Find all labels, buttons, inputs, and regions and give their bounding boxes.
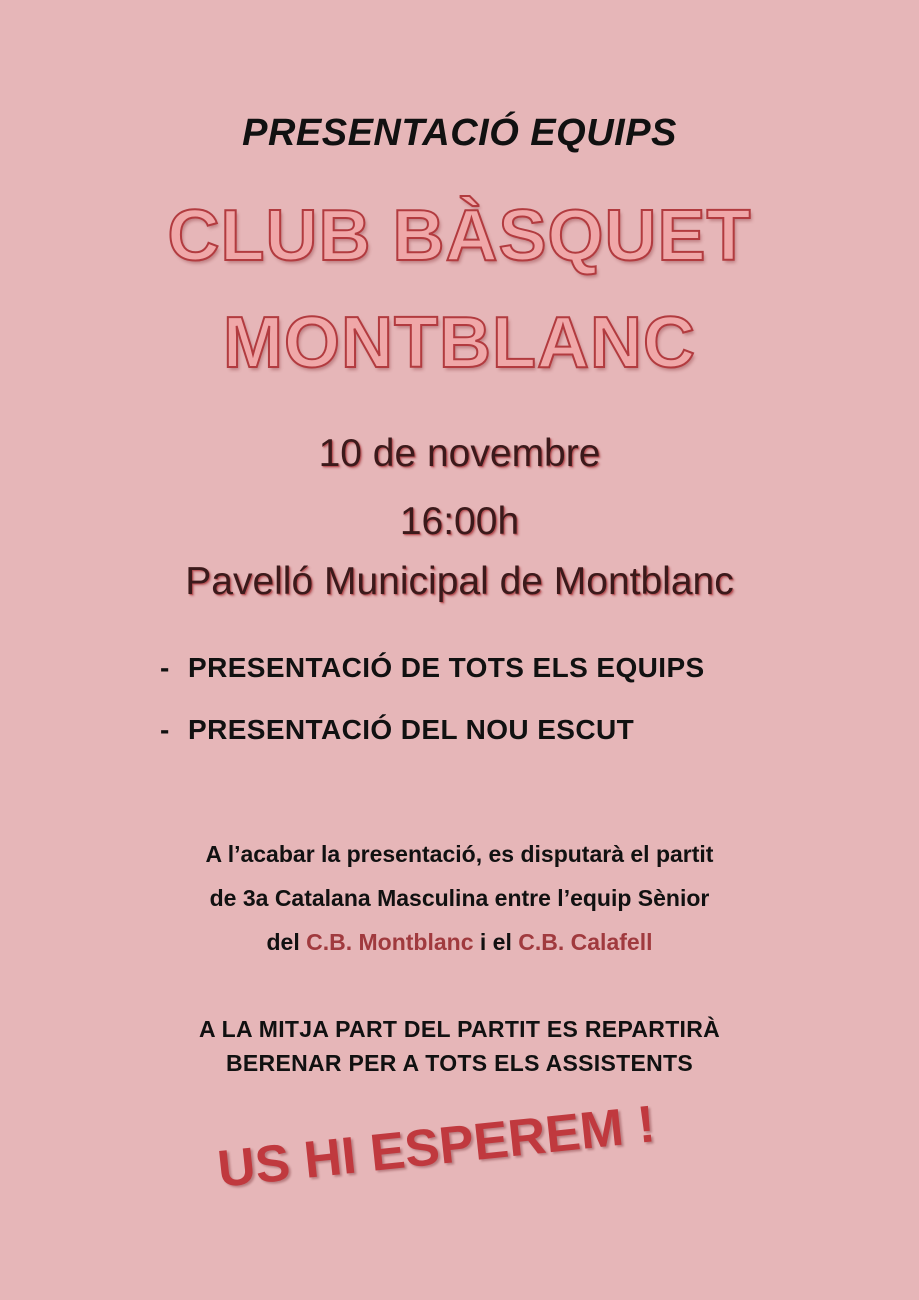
away-team-name: C.B. Calafell bbox=[518, 929, 653, 955]
closing-message: US HI ESPEREM ! bbox=[214, 1095, 658, 1199]
match-line-3-middle: i el bbox=[473, 929, 519, 955]
event-time: 16:00h bbox=[399, 500, 520, 543]
club-title-line-2: MONTBLANC bbox=[223, 303, 696, 383]
event-date: 10 de novembre bbox=[318, 432, 601, 475]
program-item-label: PRESENTACIÓ DE TOTS ELS EQUIPS bbox=[188, 652, 705, 683]
bullet-dash: - bbox=[160, 652, 170, 683]
program-list bbox=[160, 648, 860, 772]
match-line-1: A l’acabar la presentació, es disputarà el partit bbox=[205, 841, 714, 867]
match-announcement bbox=[0, 832, 919, 964]
snack-line-1: A LA MITJA PART DEL PARTIT ES REPARTIRÀ bbox=[198, 1016, 721, 1042]
poster-kicker: PRESENTACIÓ EQUIPS bbox=[242, 112, 677, 154]
match-line-3 bbox=[0, 920, 919, 964]
event-venue: Pavelló Municipal de Montblanc bbox=[185, 560, 734, 603]
club-title-line-1: CLUB BÀSQUET bbox=[167, 196, 752, 276]
bullet-dash: - bbox=[160, 714, 170, 745]
match-line-3-prefix: del bbox=[266, 929, 307, 955]
program-item bbox=[160, 648, 860, 688]
program-item bbox=[160, 710, 860, 750]
home-team-name: C.B. Montblanc bbox=[306, 929, 474, 955]
program-item-label: PRESENTACIÓ DEL NOU ESCUT bbox=[188, 714, 635, 745]
snack-announcement bbox=[0, 1012, 919, 1080]
snack-line-2: BERENAR PER A TOTS ELS ASSISTENTS bbox=[226, 1050, 693, 1076]
match-line-2: de 3a Catalana Masculina entre l’equip Sènior bbox=[209, 885, 710, 911]
